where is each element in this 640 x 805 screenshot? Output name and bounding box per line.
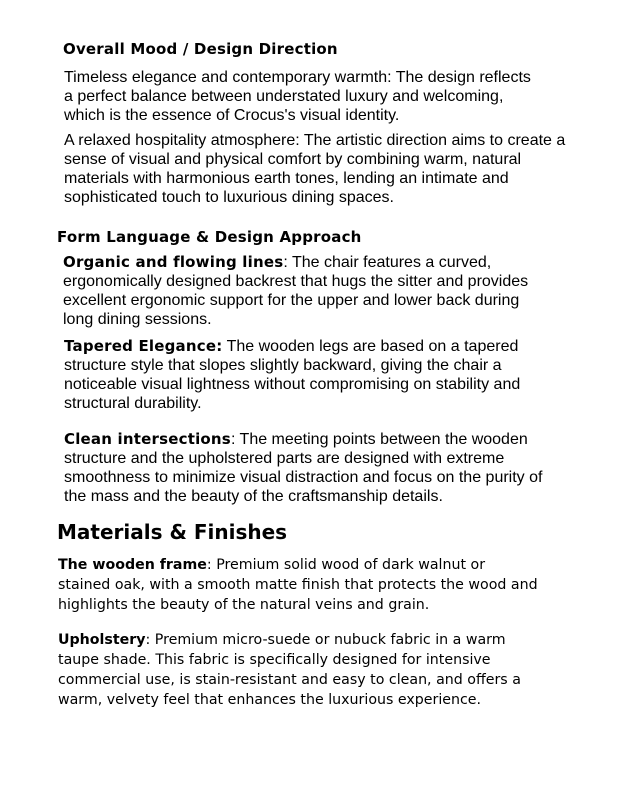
form-item-tapered bbox=[64, 337, 554, 413]
overall-mood-paragraph-2: A relaxed hospitality atmosphere: The artistic direction aims to create a sense of visual and physical comfort by combining warm, natural materials with harmonious earth tones, lending an intimate and sophisticated touch to luxurious dining spaces. bbox=[64, 132, 566, 206]
form-language-heading: Form Language & Design Approach bbox=[57, 228, 362, 246]
materials-item-wood-text: : Premium solid wood of dark walnut or stained oak, with a smooth matte finish that protects the wood and highlights the beauty of the natural veins and grain. bbox=[58, 557, 538, 613]
materials-item-upholstery bbox=[58, 630, 538, 710]
materials-item-wood-lead: The wooden frame bbox=[58, 557, 207, 573]
form-item-clean-text: : The meeting points between the wooden structure and the upholstered parts are designed with extreme smoothness to minimize visual distraction and focus on the purity of the mass and the beauty of the craftsmanship details. bbox=[64, 431, 543, 505]
materials-heading: Materials & Finishes bbox=[57, 520, 288, 544]
materials-item-upholstery-text: : Premium micro-suede or nubuck fabric in a warm taupe shade. This fabric is specifically designed for intensive commercial use, is stain-resistant and easy to clean, and offers a warm, velvety feel that enhances the luxurious experience. bbox=[58, 632, 521, 708]
form-item-clean-lead: Clean intersections bbox=[64, 430, 231, 448]
overall-mood-heading: Overall Mood / Design Direction bbox=[63, 40, 338, 58]
form-item-tapered-lead: Tapered Elegance: bbox=[64, 337, 223, 355]
materials-item-upholstery-lead: Upholstery bbox=[58, 632, 146, 648]
form-item-clean bbox=[64, 430, 554, 506]
form-item-organic bbox=[63, 253, 553, 329]
form-item-tapered-text: The wooden legs are based on a tapered structure style that slopes slightly backward, giving the chair a noticeable visual lightness without compromising on stability and structural durability. bbox=[64, 338, 521, 412]
form-item-organic-text: : The chair features a curved, ergonomically designed backrest that hugs the sitter and provides excellent ergonomic support for the upper and lower back during long dining sessions. bbox=[63, 254, 529, 328]
overall-mood-paragraph-1: Timeless elegance and contemporary warmth: The design reflects a perfect balance between understated luxury and welcoming, which is the essence of Crocus's visual identity. bbox=[64, 69, 531, 124]
materials-item-wood bbox=[58, 555, 538, 615]
form-item-organic-lead: Organic and flowing lines bbox=[63, 253, 284, 271]
